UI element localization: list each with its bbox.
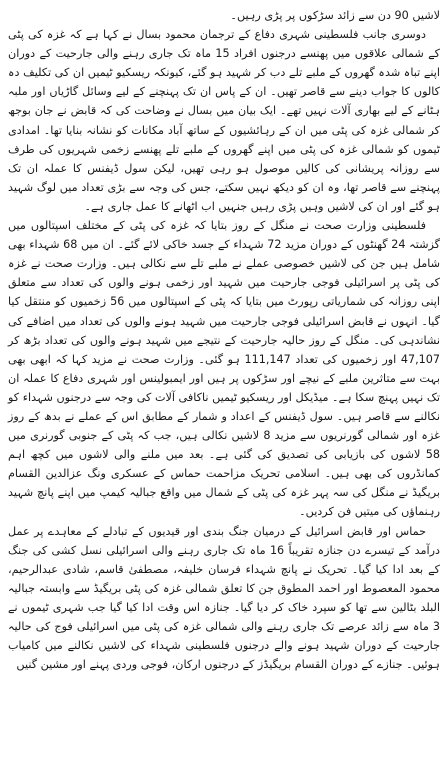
article-paragraph-health-ministry: فلسطینی وزارت صحت نے منگل کے روز بتایا کہ غزہ کی پٹی کے مختلف اسپتالوں میں گزشتہ 24 گھنٹوں کے دوران مزید 72 شہداء کے جسد خاکی لائے گئے۔ ان میں 68 شہداء بھی شامل ہیں جن کی لاشیں خصوصی عملے نے ملبے تلے سے نکالی ہیں۔ وزارت صحت نے غزہ کی پٹی پر اسرائیلی فوجی جارحیت میں شہید اور زخمی ہونے والوں کی تعداد سے متعلق اپنی روزانہ کی شماریاتی رپورٹ میں بتایا کہ پٹی کے اسپتالوں میں 56 زخمیوں کو منتقل کیا گیا۔ انہوں نے قابض اسرائیلی فوجی جارحیت میں شہید ہونے والوں کی تعداد میں اضافے کی نشاندہی کی۔ منگل کے روز حالیہ جارحیت کے نتیجے میں شہید ہونے والوں کی تعداد بڑھ کر 47,107 اور زخمیوں کی تعداد 111,147 ہو گئی۔ وزارت صحت نے مزید کہا کہ ابھی بھی بہت سے متاثرین ملبے کے نیچے اور سڑکوں پر ہیں اور ایمبولینس اور شہری دفاع کا عملہ ان تک نہیں پہنچ سکا ہے۔ میڈیکل اور ریسکیو ٹیمیں ناکافی آلات کی وجہ سے درجنوں شہداء کو نکالنے سے قاصر ہیں۔ سول ڈیفنس کے اعداد و شمار کے مطابق اس کے عملے نے بدھ کے روز غزہ اور شمالی گورنریوں سے مزید 8 لاشیں نکالی ہیں، جب کہ پٹی کے جنوبی گورنری میں 58 لاشوں کی بازیابی کی تصدیق کی گئی ہے۔ بعد میں ملنے والی لاشوں میں کچھ اہم کمانڈروں کی بھی ہیں۔ اسلامی تحریک مزاحمت حماس کے عسکری ونگ عزالدین القسام بریگیڈ نے منگل کی سہ پہر غزہ کی پٹی کے شمال میں واقع جبالیہ کیمپ میں اپنے پانچ شہید رہنماؤں کی میتیں فن کردیں۔ xyxy=(8,219,441,519)
article-lead-fragment: لاشیں 90 دن سے زائد سڑکوں پر پڑی رہیں۔ xyxy=(230,9,440,22)
article-paragraph-civil-defense: دوسری جانب فلسطینی شہری دفاع کے ترجمان محمود بسال نے کہا ہے کہ غزہ کی پٹی کے شمالی علاقوں میں پھنسے درجنوں افراد 15 ماہ تک جاری رہنے والی جارحیت کے دوران اپنے تباہ شدہ گھروں کے ملبے تلے دب کر شہید ہو گئے، کیونکہ ریسکیو ٹیمیں ان کی تکلیف دہ کالوں کا جواب دینے سے قاصر تھیں۔ ان کے پاس ان تک پہنچنے کے لیے وسائل گاڑیاں اور ملبہ ہٹانے کے لیے بھاری آلات نہیں تھے۔ ایک بیان میں بسال نے وضاحت کی کہ قابض نے جان بوجھ کر شمالی غزہ کی پٹی میں ان کے رہائشیوں کے ساتھ آباد مکانات کو نشانہ بنایا تھا۔ امدادی ٹیموں کو شمالی غزہ کی پٹی میں اپنے گھروں کے ملبے تلے پھنسے زخمی شہریوں کی طرف سے روزانہ پریشانی کی کالیں موصول ہو رہی تھیں، لیکن سول ڈیفنس کا عملہ ان تک پہنچنے سے قاصر تھا، وہ ان کو دیکھ نہیں سکتے، جس کی وجہ سے بڑی تعداد میں لوگ شہید ہو گئے اور ان کی لاشیں وہیں پڑی رہیں جنہیں اب اٹھانے کا عمل جاری ہے۔ xyxy=(8,28,440,213)
article-paragraph-funeral: حماس اور قابض اسرائیل کے درمیان جنگ بندی اور قیدیوں کے تبادلے کے معاہدے پر عمل درآمد کے تیسرے دن جنازہ تقریباً 16 ماہ تک جاری رہنے والی اسرائیلی نسل کشی کی جنگ کے بعد ادا کیا گیا۔ تحریک نے پانچ شہداء فرسان خلیفہ، مصطفیٰ قاسم، شادی عبدالرحیم، محمود المعصوط اور احمد المطوق جن کا تعلق شمالی غزہ کی پٹی بریگیڈ سے وابستہ جبالیہ البلد بٹالین سے تھا کو سپرد خاک کر دیا گیا۔ جنازہ اس وقت ادا کیا گیا جب شہری ٹیموں نے 3 ماہ سے زائد عرصے تک جاری رہنے والی شمالی غزہ کی پٹی میں اسرائیلی فوج کی حالیہ جارحیت کے دوران شہید ہونے والے درجنوں فلسطینی شہداء کی لاشیں نکالنے میں کامیاب ہوئیں۔ جنازے کے دوران القسام بریگیڈز کے درجنوں ارکان، فوجی وردی پہنے اور مشین گنیں xyxy=(8,524,440,672)
